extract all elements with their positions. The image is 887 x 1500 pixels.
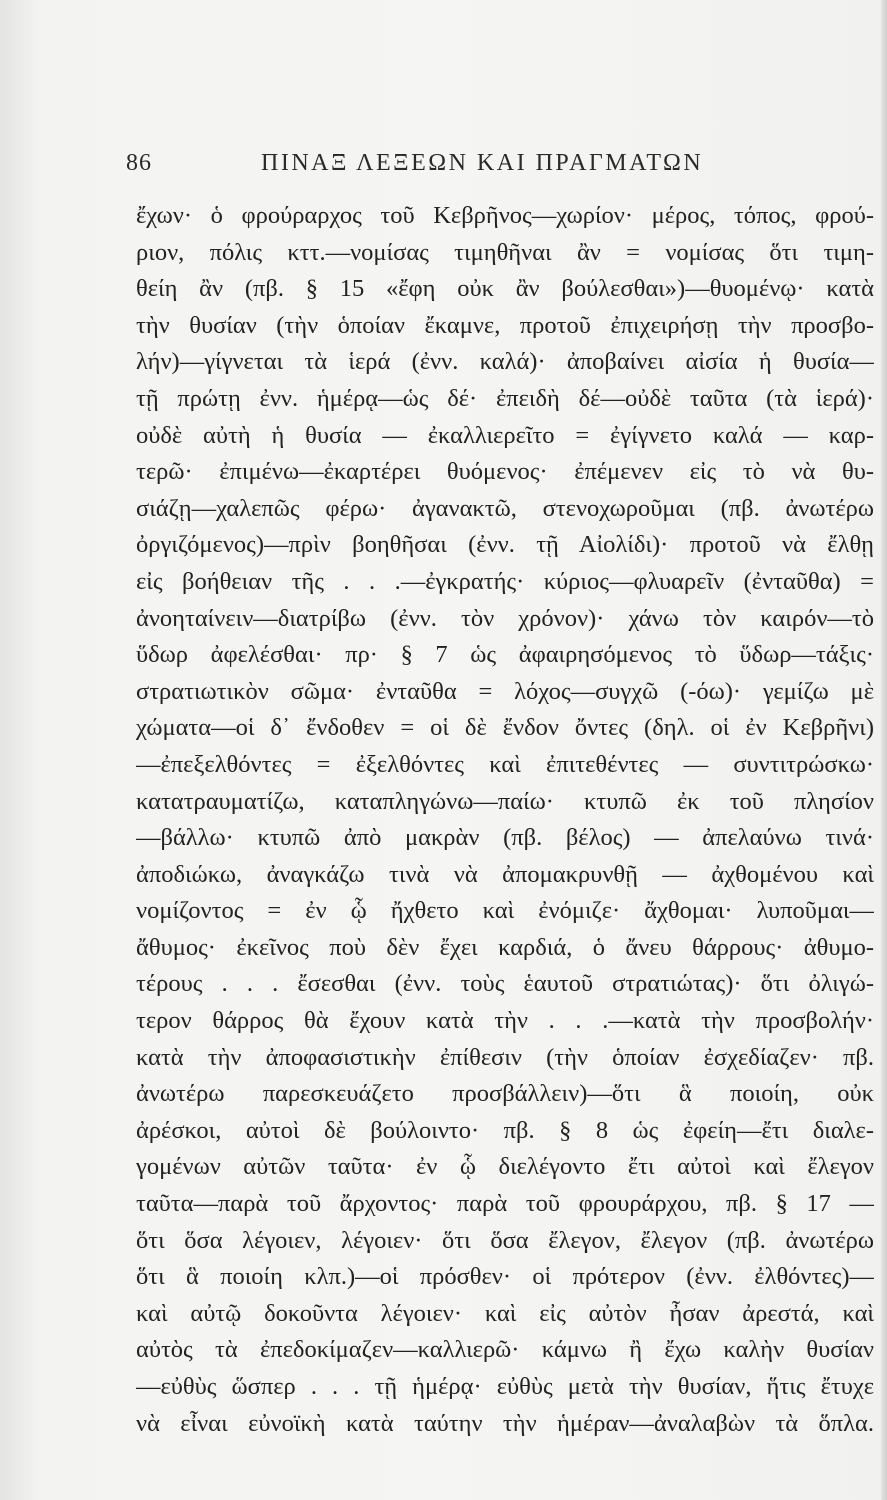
- text-line: ριον, πόλις κττ.—νομίσας τιμηθῆναι ἂν = νομίσας ὅτι τιμη-: [136, 238, 874, 266]
- text-line: ἀρέσκοι, αὐτοὶ δὲ βούλοιντο· πβ. § 8 ὡς ἐφείη—ἔτι διαλε-: [136, 1116, 874, 1144]
- text-line: λήν)—γίγνεται τὰ ἱερά (ἐνν. καλά)· ἀποβαίνει αἰσία ἡ θυσία—: [136, 348, 874, 376]
- text-line: —εὐθὺς ὥσπερ . . . τῇ ἡμέρᾳ· εὐθὺς μετὰ τὴν θυσίαν, ἥτις ἔτυχε: [136, 1373, 874, 1400]
- page-edge: [881, 0, 887, 1500]
- running-title: ΠΙΝΑΞ ΛΕΞΕΩΝ ΚΑΙ ΠΡΑΓΜΑΤΩΝ: [261, 150, 704, 176]
- text-line: καὶ αὐτῷ δοκοῦντα λέγοιεν· καὶ εἰς αὐτὸν ἦσαν ἀρεστά, καὶ: [136, 1299, 874, 1327]
- text-line: ὅτι ἃ ποιοίη κλπ.)—οἱ πρόσθεν· οἱ πρότερον (ἐνν. ἐλθόντες)—: [136, 1263, 874, 1291]
- text-line: νὰ εἶναι εὐνοϊκὴ κατὰ ταύτην τὴν ἡμέραν—ἀναλαβὼν τὰ ὅπλα.: [136, 1409, 874, 1437]
- text-line: ἀνοηταίνειν—διατρίβω (ἐνν. τὸν χρόνον)· χάνω τὸν καιρόν—τὸ: [136, 604, 874, 632]
- text-line: οὐδὲ αὐτὴ ἡ θυσία — ἐκαλλιερεῖτο = ἐγίγνετο καλά — καρ-: [136, 421, 874, 449]
- text-line: εἰς βοήθειαν τῆς . . .—ἐγκρατής· κύριος—φλυαρεῖν (ἐνταῦθα) =: [136, 567, 874, 595]
- page-number: 86: [126, 150, 152, 176]
- text-line: τέρους . . . ἔσεσθαι (ἐνν. τοὺς ἑαυτοῦ στρατιώτας)· ὅτι ὀλιγώ-: [136, 970, 874, 998]
- text-line: κατὰ τὴν ἀποφασιστικὴν ἐπίθεσιν (τὴν ὁποίαν ἐσχεδίαζεν· πβ.: [136, 1043, 874, 1071]
- text-line: τερον θάρρος θὰ ἔχουν κατὰ τὴν . . .—κατὰ τὴν προσβολήν·: [136, 1007, 874, 1035]
- text-line: ἀνωτέρω παρεσκευάζετο προσβάλλειν)—ὅτι ἃ ποιοίη, οὐκ: [136, 1080, 874, 1108]
- text-line: ἀποδιώκω, ἀναγκάζω τινὰ νὰ ἀπομακρυνθῇ — ἀχθομένου καὶ: [136, 860, 874, 888]
- text-line: —ἐπεξελθόντες = ἐξελθόντες καὶ ἐπιτεθέντες — συντιτρώσκω·: [136, 750, 874, 778]
- text-line: θείη ἂν (πβ. § 15 «ἔφη οὐκ ἂν βούλεσθαι»)—θυομένῳ· κατὰ: [136, 275, 874, 303]
- text-line: ὅτι ὅσα λέγοιεν, λέγοιεν· ὅτι ὅσα ἔλεγον, ἔλεγον (πβ. ἀνωτέρω: [136, 1226, 874, 1254]
- text-line: γομένων αὐτῶν ταῦτα· ἐν ᾧ διελέγοντο ἔτι αὐτοὶ καὶ ἔλεγον: [136, 1153, 874, 1181]
- text-line: ἔχων· ὁ φρούραρχος τοῦ Κεβρῆνος—χωρίον· μέρος, τόπος, φρού-: [136, 202, 874, 229]
- text-line: ὀργιζόμενος)—πρὶν βοηθῆσαι (ἐνν. τῇ Αἰολίδι)· προτοῦ νὰ ἔλθῃ: [136, 531, 874, 559]
- text-line: ὕδωρ ἀφελέσθαι· πρ· § 7 ὡς ἀφαιρησόμενος τὸ ὕδωρ—τάξις·: [136, 641, 874, 669]
- text-line: τερῶ· ἐπιμένω—ἐκαρτέρει θυόμενος· ἐπέμενεν εἰς τὸ νὰ θυ-: [136, 458, 874, 486]
- page-header: [126, 150, 826, 180]
- text-line: αὐτὸς τὰ ἐπεδοκίμαζεν—καλλιερῶ· κάμνω ἢ ἔχω καλὴν θυσίαν: [136, 1336, 874, 1364]
- text-line: ταῦτα—παρὰ τοῦ ἄρχοντος· παρὰ τοῦ φρουράρχου, πβ. § 17 —: [136, 1190, 874, 1218]
- glossary-text-block: [136, 198, 874, 1442]
- text-line: νομίζοντος = ἐν ᾧ ἤχθετο καὶ ἐνόμιζε· ἄχθομαι· λυποῦμαι—: [136, 897, 874, 925]
- text-line: στρατιωτικὸν σῶμα· ἐνταῦθα = λόχος—συγχῶ (-όω)· γεμίζω μὲ: [136, 677, 874, 705]
- text-line: σιάζῃ—χαλεπῶς φέρω· ἀγανακτῶ, στενοχωροῦμαι (πβ. ἀνωτέρω: [136, 494, 874, 522]
- text-line: τῇ πρώτῃ ἐνν. ἡμέρᾳ—ὡς δέ· ἐπειδὴ δέ—οὐδὲ ταῦτα (τὰ ἱερά)·: [136, 384, 874, 412]
- text-line: κατατραυματίζω, καταπληγώνω—παίω· κτυπῶ ἐκ τοῦ πλησίον: [136, 787, 874, 815]
- text-line: —βάλλω· κτυπῶ ἀπὸ μακρὰν (πβ. βέλος) — ἀπελαύνω τινά·: [136, 824, 874, 852]
- text-line: χώματα—οἱ δ᾽ ἔνδοθεν = οἱ δὲ ἔνδον ὄντες (δηλ. οἱ ἐν Κεβρῆνι): [136, 714, 874, 742]
- text-line: ἄθυμος· ἐκεῖνος ποὺ δὲν ἔχει καρδιά, ὁ ἄνευ θάρρους· ἀθυμο-: [136, 933, 874, 961]
- text-line: τὴν θυσίαν (τὴν ὁποίαν ἔκαμνε, προτοῦ ἐπιχειρήσῃ τὴν προσβο-: [136, 311, 874, 339]
